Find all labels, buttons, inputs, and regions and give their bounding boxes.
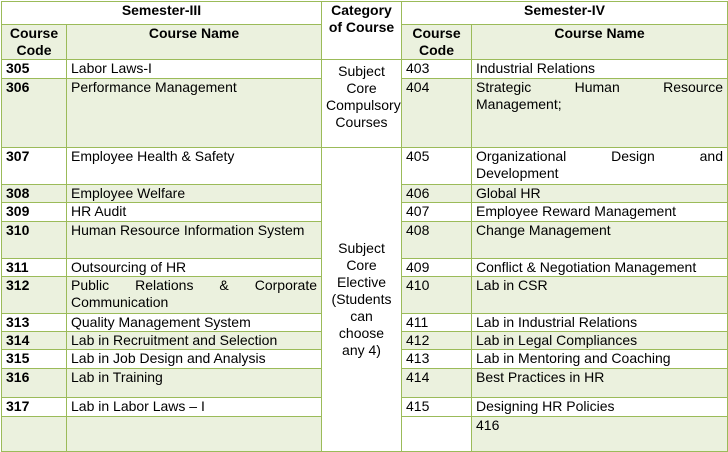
sem4-course-name: Lab in CSR: [472, 277, 728, 314]
sem4-course-code: 407: [402, 203, 472, 222]
sem4-course-name: Lab in Mentoring and Coaching: [472, 350, 728, 369]
sem4-course-name: Organizational Design and Development: [472, 148, 728, 185]
sem4-course-name: Industrial Relations: [472, 60, 728, 79]
sem3-course-name: Lab in Training: [67, 369, 322, 398]
course-code-header: Course Code: [2, 25, 67, 60]
sem3-course-name: Employee Health & Safety: [67, 148, 322, 185]
sem3-course-name: Outsourcing of HR: [67, 259, 322, 277]
sem4-course-code: 414: [402, 369, 472, 398]
sem4-course-code: 413: [402, 350, 472, 369]
sem4-course-code: 408: [402, 222, 472, 259]
sem4-course-name: Lab in Legal Compliances: [472, 332, 728, 350]
course-name-header: Course Name: [67, 25, 322, 60]
sem4-course-code: 410: [402, 277, 472, 314]
sem3-course-name: Human Resource Information System: [67, 222, 322, 259]
sem3-course-code: 307: [2, 148, 67, 185]
sem3-course-code: 315: [2, 350, 67, 369]
sem3-course-code: [2, 417, 67, 452]
sem4-course-name: Conflict & Negotiation Management: [472, 259, 728, 277]
course-code-header: Course Code: [402, 25, 472, 60]
table-row: [2, 60, 728, 79]
sem3-course-code: 305: [2, 60, 67, 79]
sem4-course-name: Lab in Industrial Relations: [472, 314, 728, 332]
sem3-course-code: 316: [2, 369, 67, 398]
course-name-header: Course Name: [472, 25, 728, 60]
sem4-course-code: 404: [402, 79, 472, 148]
table-row: [2, 148, 728, 185]
sem3-course-code: 313: [2, 314, 67, 332]
sem4-course-code: 409: [402, 259, 472, 277]
sem3-course-code: 306: [2, 79, 67, 148]
sem3-course-name: Lab in Recruitment and Selection: [67, 332, 322, 350]
sem4-course-code: 405: [402, 148, 472, 185]
sem3-course-name: Public Relations & Corporate Communication: [67, 277, 322, 314]
sem4-course-name: Global HR: [472, 185, 728, 203]
sem3-course-name: [67, 417, 322, 452]
sem4-course-code: 412: [402, 332, 472, 350]
category-header: Category of Course: [322, 2, 402, 60]
sem4-course-code: 406: [402, 185, 472, 203]
sem3-course-name: Lab in Job Design and Analysis: [67, 350, 322, 369]
sem3-course-code: 309: [2, 203, 67, 222]
semester-3-header: Semester-III: [2, 2, 322, 25]
sem4-course-code: 411: [402, 314, 472, 332]
sem3-course-name: Quality Management System: [67, 314, 322, 332]
sem4-course-name: Change Management: [472, 222, 728, 259]
sem3-course-code: 314: [2, 332, 67, 350]
sem4-course-name: Best Practices in HR: [472, 369, 728, 398]
sem3-course-code: 312: [2, 277, 67, 314]
sem4-course-code: 403: [402, 60, 472, 79]
sem4-course-code: 416: [472, 417, 728, 452]
sem3-course-code: 311: [2, 259, 67, 277]
sem4-course-name: Strategic Human Resource Management;: [472, 79, 728, 148]
sem3-course-code: 308: [2, 185, 67, 203]
sem3-course-name: Labor Laws-I: [67, 60, 322, 79]
sem3-course-name: Employee Welfare: [67, 185, 322, 203]
sem3-course-name: Performance Management: [67, 79, 322, 148]
semester-4-header: Semester-IV: [402, 2, 728, 25]
sem3-course-code: 310: [2, 222, 67, 259]
sem4-course-code: 415: [402, 398, 472, 417]
core-category-cell: Subject Core Compulsory Courses: [322, 60, 402, 148]
sem3-course-name: HR Audit: [67, 203, 322, 222]
sem3-course-name: Lab in Labor Laws – I: [67, 398, 322, 417]
elective-category-cell: Subject Core Elective (Students can choose any 4): [322, 148, 402, 452]
sem4-course-name: Employee Reward Management: [472, 203, 728, 222]
course-table: [1, 1, 728, 452]
category-empty-cell: [402, 417, 472, 452]
sem3-course-code: 317: [2, 398, 67, 417]
sem4-course-name: Designing HR Policies: [472, 398, 728, 417]
